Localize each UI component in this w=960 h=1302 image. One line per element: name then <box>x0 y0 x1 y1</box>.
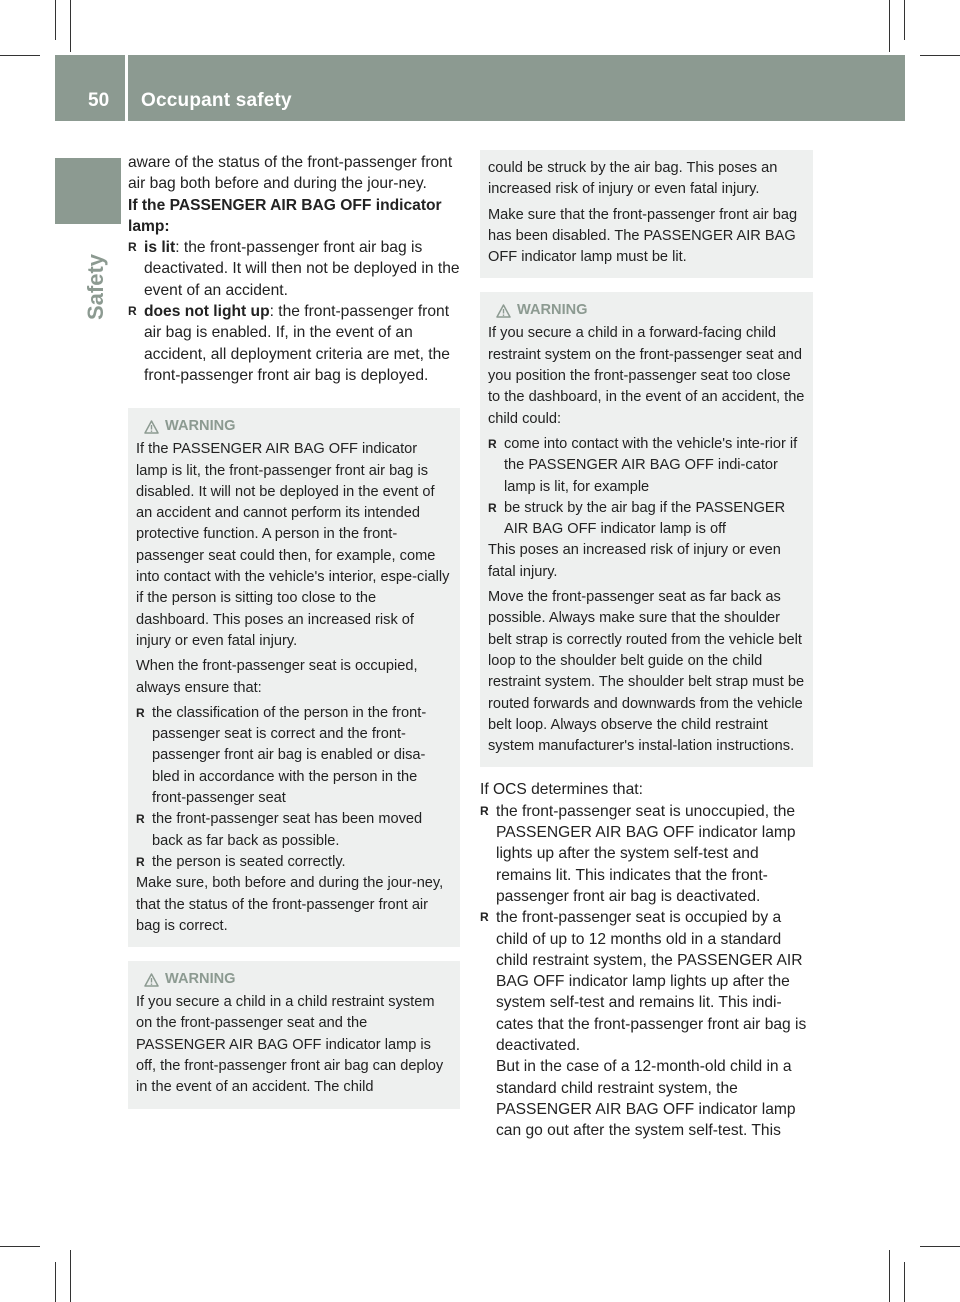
list-item: R be struck by the air bag if the PASSENGER AIR BAG OFF indicator lamp is off <box>488 498 805 541</box>
crop-mark <box>920 55 960 56</box>
ocs-intro: If OCS determines that: <box>480 781 643 799</box>
warning-box-continued <box>480 150 813 278</box>
warning-label: WARNING <box>165 418 236 435</box>
side-tab-block <box>55 158 121 224</box>
crop-mark <box>904 1262 905 1302</box>
warning-label: WARNING <box>517 302 588 319</box>
right-column <box>480 150 813 1141</box>
lamp-text: : the front-passenger front air bag is enabled. If, in the event of an accident, all deployment criteria are met, the front-passenger front air bag is deployed. <box>144 303 450 384</box>
warning-header <box>144 416 452 437</box>
warning-paragraph: Make sure, both before and during the jour-ney, that the status of the front-passenger front air bag is correct. <box>136 875 444 934</box>
list-item <box>128 301 460 386</box>
lamp-term: is lit <box>144 239 176 257</box>
warning-box <box>128 961 460 1108</box>
warning-box <box>128 408 460 947</box>
warning-paragraph: If you secure a child in a child restraint system on the front-passenger seat and the PASSENGER AIR BAG OFF indicator lamp is off, the front-passenger front air bag can deploy in the event of an accident. The child <box>136 994 444 1096</box>
lamp-list <box>128 237 460 386</box>
left-column <box>128 152 460 1109</box>
list-item: R the classification of the person in the front-passenger seat is correct and the front-passenger front air bag is enabled or disa-bled in accordance with the person in the front-passenger seat <box>136 703 452 809</box>
crop-mark <box>889 1250 890 1302</box>
warning-header <box>144 969 452 990</box>
crop-mark <box>55 0 56 40</box>
list-item: R come into contact with the vehicle's inte-rior if the PASSENGER AIR BAG OFF indi-cator lamp is lit, for example <box>488 434 805 498</box>
list-item <box>128 237 460 301</box>
intro-paragraph: aware of the status of the front-passenger front air bag both before and during the jour-ney. <box>128 154 453 193</box>
warning-box <box>480 292 813 767</box>
side-tab-label: Safety <box>83 253 108 320</box>
list-item: R the front-passenger seat is occupied by a child of up to 12 months old in a standard child restraint system, the PASSENGER AIR BAG OFF indicator lamp lights up after the system self-test and remains lit. This indi-cates that the front-passenger front air bag is deactivated. <box>480 907 813 1056</box>
ocs-list <box>480 801 813 1057</box>
crop-mark <box>70 1250 71 1302</box>
crop-mark <box>904 0 905 40</box>
warning-paragraph: could be struck by the air bag. This poses an increased risk of injury or even fatal injury. <box>488 160 778 198</box>
lamp-text: : the front-passenger front air bag is deactivated. It will then not be deployed in the event of an accident. <box>144 239 460 299</box>
warning-triangle-icon <box>496 304 511 318</box>
warning-paragraph: When the front-passenger seat is occupied, always ensure that: <box>136 658 418 696</box>
page-number: 50 <box>88 90 110 111</box>
warning-paragraph: If the PASSENGER AIR BAG OFF indicator lamp is lit, the front-passenger front air bag is disabled. It will not be deployed in the event of an accident and cannot perform its intended protective function. A person in the front-passenger seat could then, for example, come into contact with the vehicle's interior, espe-cially if the person is sitting too close to the dashboard. This poses an increased risk of injury or even fatal injury. <box>136 441 450 649</box>
warning-label: WARNING <box>165 971 236 988</box>
crop-mark <box>0 1246 40 1247</box>
warning-list <box>136 703 452 873</box>
warning-paragraph: This poses an increased risk of injury or even fatal injury. <box>488 542 781 580</box>
warning-header <box>496 300 805 321</box>
warning-list <box>488 434 805 540</box>
lamp-heading: If the PASSENGER AIR BAG OFF indicator lamp: <box>128 196 442 235</box>
lamp-term: does not light up <box>144 303 270 321</box>
warning-triangle-icon <box>144 420 159 434</box>
warning-triangle-icon <box>144 973 159 987</box>
warning-paragraph: Make sure that the front-passenger front air bag has been disabled. The PASSENGER AIR BAG OFF indicator lamp must be lit. <box>488 206 798 266</box>
ocs-continuation: But in the case of a 12-month-old child in a standard child restraint system, the PASSENGER AIR BAG OFF indicator lamp can go out after the system self-test. This <box>496 1058 796 1140</box>
warning-paragraph: If you secure a child in a forward-facing child restraint system on the front-passenger seat and you position the front-passenger seat too close to the dashboard, in the event of an accident, the child could: <box>488 325 805 427</box>
section-title: Occupant safety <box>141 90 292 111</box>
header-divider <box>125 55 128 121</box>
list-item: R the front-passenger seat has been moved back as far back as possible. <box>136 809 452 852</box>
crop-mark <box>0 55 40 56</box>
crop-mark <box>889 0 890 52</box>
crop-mark <box>55 1262 56 1302</box>
crop-mark <box>70 0 71 52</box>
list-item: R the person is seated correctly. <box>136 852 452 873</box>
list-item: R the front-passenger seat is unoccupied, the PASSENGER AIR BAG OFF indicator lamp lights up after the system self-test and remains lit. This indicates that the front-passenger front air bag is deactivated. <box>480 801 813 907</box>
warning-paragraph: Move the front-passenger seat as far back as possible. Always make sure that the shoulder belt strap is correctly routed from the vehicle belt loop to the shoulder belt guide on the child restraint system. The shoulder belt strap must be routed forwards and downwards from the vehicle belt loop. Always observe the child restraint system manufacturer's instal-lation instructions. <box>488 589 805 755</box>
crop-mark <box>920 1246 960 1247</box>
